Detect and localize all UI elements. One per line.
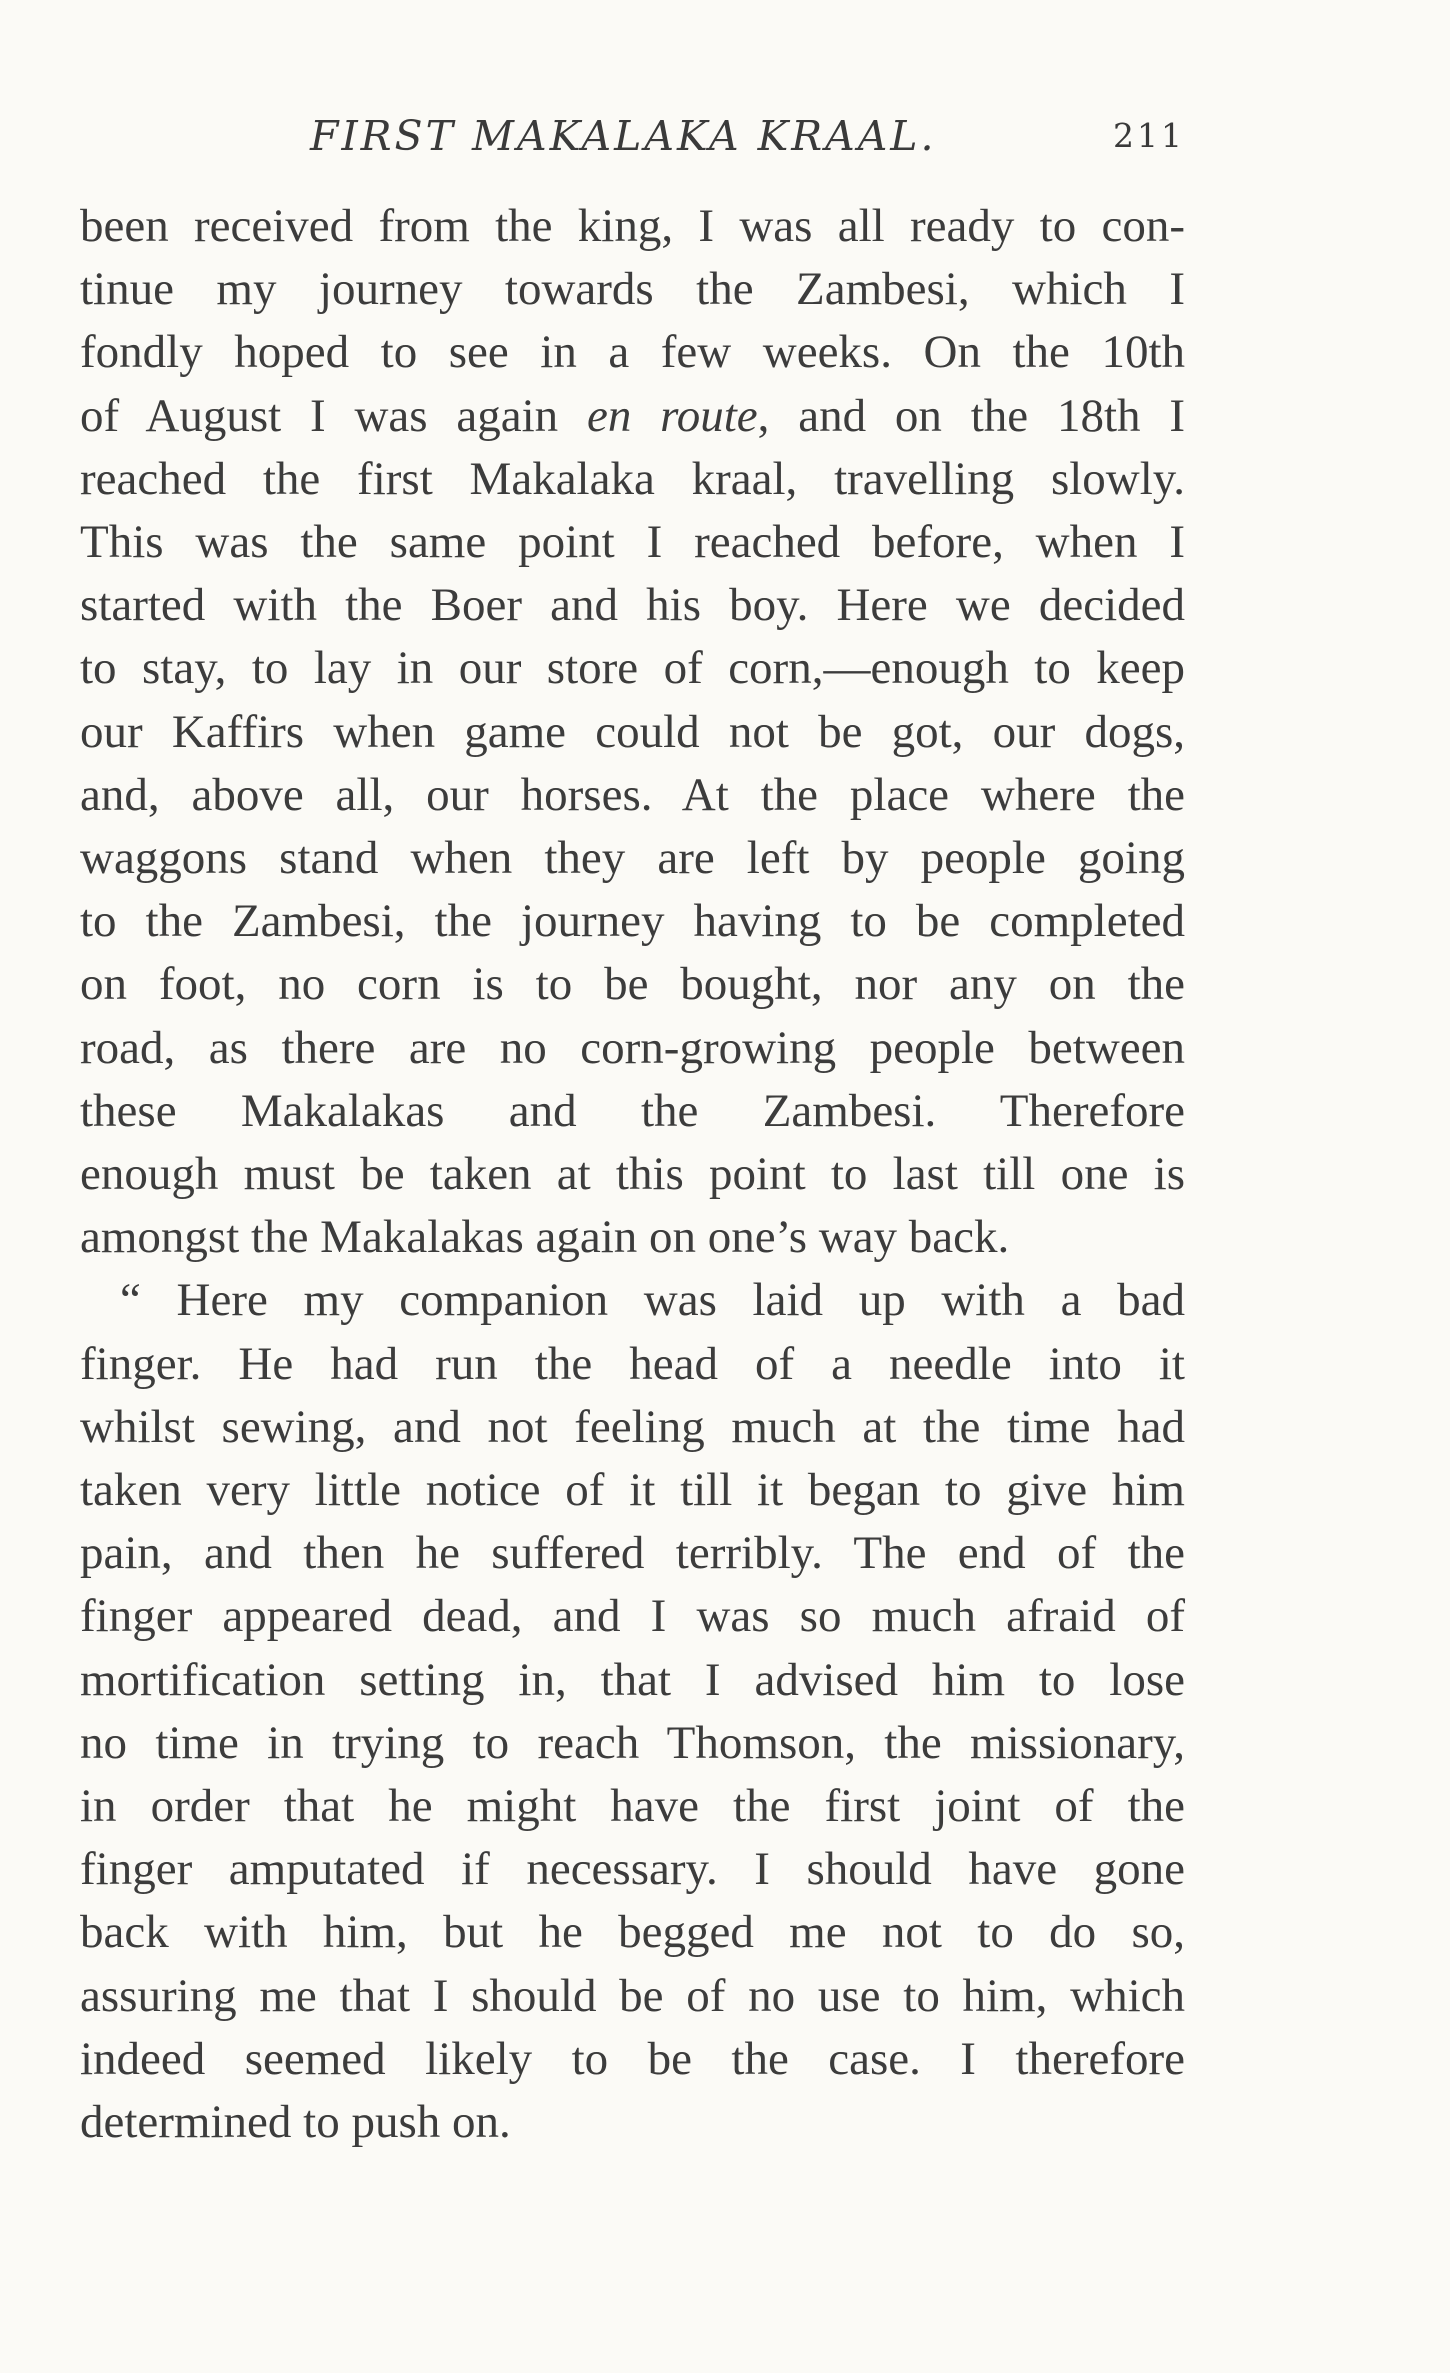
text-line: these Makalakas and the Zambesi. Therefore (80, 1084, 1185, 1137)
text-line: amongst the Makalakas again on one’s way back. (80, 1211, 1010, 1264)
text-line: started with the Boer and his boy. Here we decided (80, 579, 1185, 632)
text-line: and, above all, our horses. At the place where the (80, 768, 1185, 821)
text-line: on foot, no corn is to be bought, nor any on the (80, 958, 1185, 1011)
text-line: finger. He had run the head of a needle into it (80, 1337, 1185, 1390)
text-line: to the Zambesi, the journey having to be completed (80, 895, 1185, 948)
page-number: 211 (1113, 116, 1185, 155)
text-line: to stay, to lay in our store of corn,—enough to keep (80, 642, 1185, 695)
text-line: our Kaffirs when game could not be got, our dogs, (80, 705, 1185, 758)
text-line: assuring me that I should be of no use to him, which (80, 1969, 1185, 2022)
text-line: finger amputated if necessary. I should have gone (80, 1843, 1185, 1896)
text-line: no time in trying to reach Thomson, the missionary, (80, 1716, 1185, 1769)
text-line: taken very little notice of it till it began to give him (80, 1464, 1185, 1517)
text-line: “ Here my companion was laid up with a bad (120, 1274, 1185, 1327)
italic-phrase: en route (587, 389, 758, 442)
text-line: indeed seemed likely to be the case. I therefore (80, 2032, 1185, 2085)
text-line: mortification setting in, that I advised him to lose (80, 1653, 1185, 1706)
text-line: reached the first Makalaka kraal, travelling slowly. (80, 452, 1185, 505)
text-line: determined to push on. (80, 2096, 511, 2149)
paragraph-2 (80, 1269, 1185, 2154)
text-line: enough must be taken at this point to last till one is (80, 1148, 1185, 1201)
body-text (80, 195, 1185, 2154)
text-line: in order that he might have the first joint of the (80, 1780, 1185, 1833)
text-line: fondly hoped to see in a few weeks. On the 10th (80, 326, 1185, 379)
text-line: tinue my journey towards the Zambesi, which I (80, 263, 1185, 316)
paragraph-1 (80, 195, 1185, 1269)
running-head (80, 112, 1185, 172)
text-line: of August I was again en route, and on the 18th I (80, 389, 1186, 442)
text-line: back with him, but he begged me not to do so, (80, 1906, 1185, 1959)
text-line: been received from the king, I was all ready to con- (80, 200, 1185, 252)
text-line: finger appeared dead, and I was so much afraid of (80, 1590, 1185, 1643)
text-line: whilst sewing, and not feeling much at the time had (80, 1400, 1185, 1453)
text-line: road, as there are no corn-growing people between (80, 1021, 1185, 1074)
text-line: waggons stand when they are left by people going (80, 832, 1185, 885)
running-title: FIRST MAKALAKA KRAAL. (310, 112, 937, 160)
text-line: This was the same point I reached before, when I (80, 516, 1185, 569)
text-line: pain, and then he suffered terribly. The end of the (80, 1527, 1185, 1580)
